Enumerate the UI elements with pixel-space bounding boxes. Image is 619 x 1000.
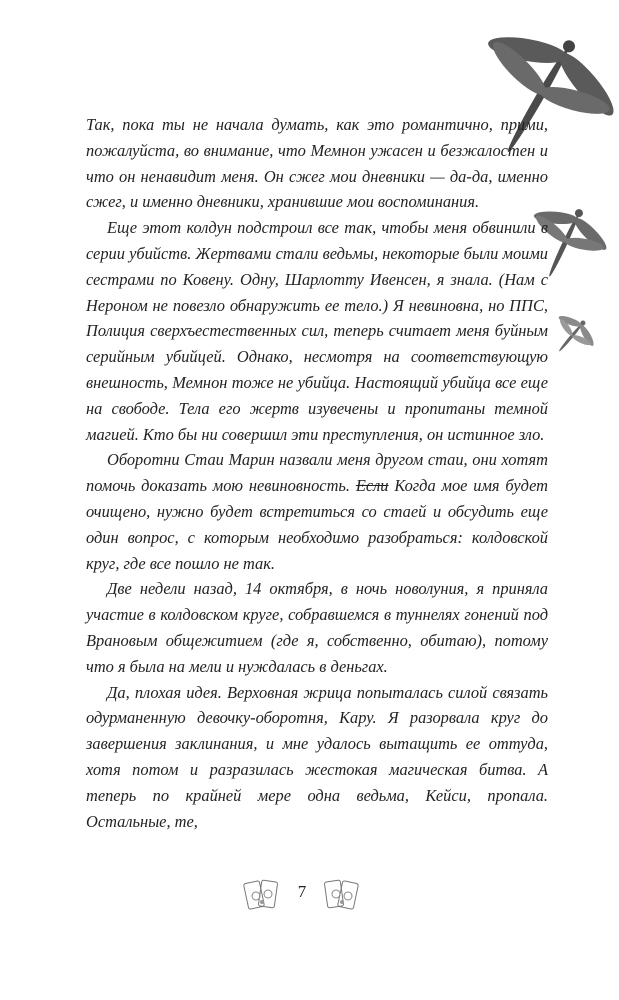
flower-tile-icon — [322, 878, 362, 914]
struck-word: Если — [355, 476, 389, 496]
paragraph — [86, 447, 548, 576]
dragonfly-small-icon — [547, 308, 597, 364]
paragraph: Две недели назад, 14 октября, в ночь новолуния, я приняла участие в колдовском круге, собравшемся в туннелях гонений под Врановым общежитием (где я, собственно, обитаю), потому что я была на мели и нуждалась в деньгах. — [86, 579, 548, 676]
page-footer — [0, 878, 619, 918]
body-text — [86, 112, 548, 834]
paragraph: Так, пока ты не начала думать, как это романтично, прими, пожалуйста, во внимание, что Мемнон ужасен и безжалостен и что он ненавидит меня. Он сжег мои дневники — да-да, именно сжег, и именно дневники, хранившие мои воспоминания. — [86, 115, 548, 212]
flower-tile-icon — [242, 878, 282, 914]
paragraph: Да, плохая идея. Верховная жрица попыталась силой связать одурманенную девочку-оборотня, Кару. Я разорвала круг до завершения заклинания, и мне удалось вытащить ее оттуда, хотя потом и разразилась жестокая магическая битва. А теперь по крайней мере одна ведьма, Кейси, пропала. Остальные, те, — [86, 682, 548, 831]
paragraph-text-continued: Когда мое имя будет очищено, нужно будет встретиться со стаей и обсудить еще один вопрос, с которым необходимо разобраться: колдовской круг, где все пошло не так. — [86, 476, 548, 573]
paragraph: Еще этот колдун подстроил все так, чтобы меня обвинили в серии убийств. Жертвами стали ведьмы, некоторые были моими сестрами по Ковену. Одну, Шарлотту Ивенсен, я знала. (Нам с Нероном не повезло обнаружить ее тело.) Я невиновна, но ППС, Полиция сверхъестественных сил, теперь считает меня буйным серийным убийцей. Однако, несмотря на соответствующую внешность, Мемнон тоже не убийца. Настоящий убийца все еще на свободе. Тела его жертв изувечены и пропитаны темной магией. Кто бы ни совершил эти преступления, он истинное зло. — [86, 218, 548, 444]
paragraph-text: Оборотни Стаи Марин назвали меня другом стаи, они хотят помочь доказать мою невиновность. — [86, 450, 548, 496]
page-number: 7 — [297, 882, 307, 901]
